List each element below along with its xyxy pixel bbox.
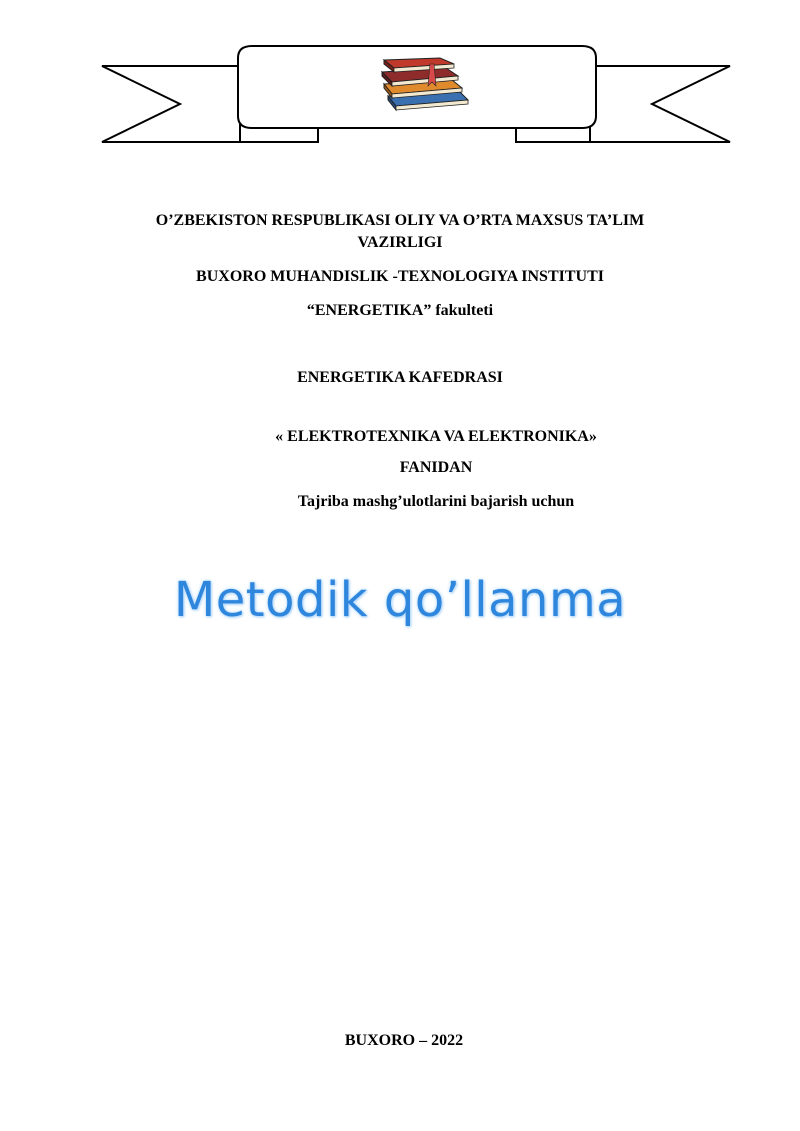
department-name: ENERGETIKA KAFEDRASI [297, 369, 503, 386]
document-title: Metodik qo’llanma [173, 572, 627, 628]
ministry-line-1: O’ZBEKISTON RESPUBLIKASI OLIY VA O’RTA MAXSUS TA’LIM [155, 212, 645, 229]
institute-name: BUXORO MUHANDISLIK -TEXNOLOGIYA INSTITUTI [196, 268, 604, 285]
ministry-line-2: VAZIRLIGI [357, 234, 443, 251]
subject-purpose: Tajriba mashg’ulotlarini bajarish uchun [297, 493, 575, 510]
subject-name: « ELEKTROTEXNIKA VA ELEKTRONIKA» [275, 428, 597, 445]
ribbon-banner [0, 0, 800, 160]
city-year: BUXORO – 2022 [344, 1032, 464, 1049]
faculty-name: “ENERGETIKA” fakulteti [306, 302, 494, 319]
subject-fanidan: FANIDAN [399, 459, 473, 476]
